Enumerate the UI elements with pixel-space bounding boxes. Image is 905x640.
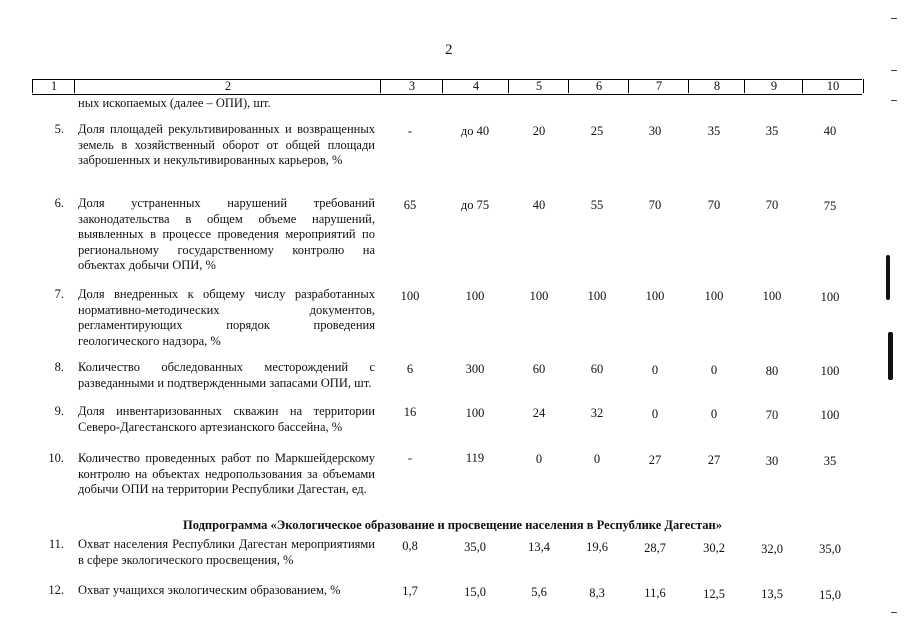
- header-col-7: 7: [628, 79, 689, 93]
- scan-mark: [888, 332, 893, 380]
- row-value: 35: [707, 124, 721, 138]
- row-value: 30: [765, 454, 779, 468]
- row-value: 15,0: [819, 588, 841, 602]
- header-col-9: 9: [744, 79, 803, 93]
- row-value: -: [407, 451, 413, 465]
- row-description: Количество обследованных месторождений с разведанными и подтвержденными запасами ОПИ, шт.: [78, 360, 375, 390]
- row-description: Охват населения Республики Дагестан мероприятиями в сфере экологического просвещения, %: [78, 537, 375, 567]
- row-value: 0: [535, 452, 543, 466]
- row-value: 30,2: [703, 541, 725, 555]
- row-value: 0: [710, 407, 718, 421]
- row-value: 13,4: [528, 540, 550, 554]
- row-value: 28,7: [644, 541, 666, 555]
- row-value: 100: [820, 364, 840, 378]
- row-value: 55: [590, 198, 604, 212]
- header-col-10: 10: [802, 79, 864, 93]
- row-value: 75: [823, 199, 837, 213]
- row-value: 1,7: [402, 584, 418, 598]
- row-value: 300: [465, 362, 485, 376]
- row-number: 9.: [54, 404, 64, 418]
- scan-mark: [891, 612, 897, 613]
- row-description: Доля площадей рекультивированных и возвращенных земель в хозяйственный оборот от общей площади заброшенных и некультивированных карьеров, %: [78, 122, 375, 167]
- scan-mark: [891, 70, 897, 71]
- row-value: 100: [704, 289, 724, 303]
- row-value: 100: [762, 289, 782, 303]
- row-value: 35,0: [819, 542, 841, 556]
- header-col-2: 2: [74, 79, 381, 93]
- header-col-4: 4: [442, 79, 509, 93]
- row-value: 13,5: [761, 587, 783, 601]
- row-value: 32: [590, 406, 604, 420]
- row-description: Доля внедренных к общему числу разработанных нормативно-методических документов, регламентирующих порядок проведения геологического надзора, %: [78, 287, 375, 348]
- row-value: 32,0: [761, 542, 783, 556]
- row-value: 40: [823, 124, 837, 138]
- row-description: Доля инвентаризованных скважин на территории Северо-Дагестанского артезианского бассейна, %: [78, 404, 375, 434]
- row-value: 0: [593, 452, 601, 466]
- row-value: 80: [765, 364, 779, 378]
- row-value: 100: [645, 289, 665, 303]
- row-description: Охват учащихся экологическим образованием, %: [78, 583, 341, 597]
- header-col-3: 3: [380, 79, 443, 93]
- row-value: до 75: [460, 198, 490, 212]
- row-value: 70: [765, 408, 779, 422]
- header-col-8: 8: [688, 79, 745, 93]
- scan-mark: [891, 18, 897, 19]
- row-value: 27: [648, 453, 662, 467]
- scan-mark: [891, 100, 897, 101]
- row-value: 0,8: [402, 539, 418, 553]
- row-value: 35,0: [464, 540, 486, 554]
- row-value: 100: [820, 290, 840, 304]
- row-number: 6.: [54, 196, 64, 210]
- row-value: 24: [532, 406, 546, 420]
- header-col-1: 1: [32, 79, 75, 93]
- row-number: 11.: [48, 537, 64, 551]
- header-col-5: 5: [508, 79, 569, 93]
- row-value: 70: [707, 198, 721, 212]
- row-value: 70: [765, 198, 779, 212]
- row-number: 12.: [48, 583, 64, 597]
- row-number: 7.: [54, 287, 64, 301]
- row-value: 100: [400, 289, 420, 303]
- row-number: 8.: [54, 360, 64, 374]
- row-description: Количество проведенных работ по Маркшейдерскому контролю на объектах недропользования за объемами добычи ОПИ на территории Республики Дагестан, ед.: [78, 451, 375, 496]
- row-value: 12,5: [703, 587, 725, 601]
- row-value: 35: [765, 124, 779, 138]
- row-number: 10.: [48, 451, 64, 465]
- row-value: 0: [710, 363, 718, 377]
- row-value: 11,6: [644, 586, 666, 600]
- row-value: 16: [403, 405, 417, 419]
- row-value: 8,3: [589, 586, 605, 600]
- row-value: 0: [651, 363, 659, 377]
- row-value: 27: [707, 453, 721, 467]
- scan-mark: [886, 255, 890, 300]
- row-value: 100: [465, 406, 485, 420]
- row-value: 6: [406, 362, 414, 376]
- row-value: 20: [532, 124, 546, 138]
- row-value: -: [407, 124, 413, 138]
- row-value: 35: [823, 454, 837, 468]
- row-value: 100: [529, 289, 549, 303]
- row-value: 19,6: [586, 540, 608, 554]
- row-value: 100: [820, 408, 840, 422]
- row-value: 25: [590, 124, 604, 138]
- row-value: до 40: [460, 124, 490, 138]
- row-value: 119: [465, 451, 485, 465]
- row-value: 70: [648, 198, 662, 212]
- row-value: 100: [587, 289, 607, 303]
- row-value: 5,6: [531, 585, 547, 599]
- subprogram-title: Подпрограмма «Экологическое образование и просвещение населения в Республике Дагестан»: [183, 518, 722, 532]
- row-number: 5.: [54, 122, 64, 136]
- continuation-text: ных ископаемых (далее – ОПИ), шт.: [78, 96, 271, 110]
- header-col-6: 6: [568, 79, 629, 93]
- row-value: 0: [651, 407, 659, 421]
- row-value: 15,0: [464, 585, 486, 599]
- row-value: 65: [403, 198, 417, 212]
- row-value: 60: [532, 362, 546, 376]
- row-value: 100: [465, 289, 485, 303]
- row-value: 60: [590, 362, 604, 376]
- row-description: Доля устраненных нарушений требований законодательства в общем объеме нарушений, выявленных в процессе проведения мероприятий по региональному государственному контролю на объектах добычи ОПИ, %: [78, 196, 375, 272]
- row-value: 40: [532, 198, 546, 212]
- page-number: 2: [445, 42, 453, 58]
- row-value: 30: [648, 124, 662, 138]
